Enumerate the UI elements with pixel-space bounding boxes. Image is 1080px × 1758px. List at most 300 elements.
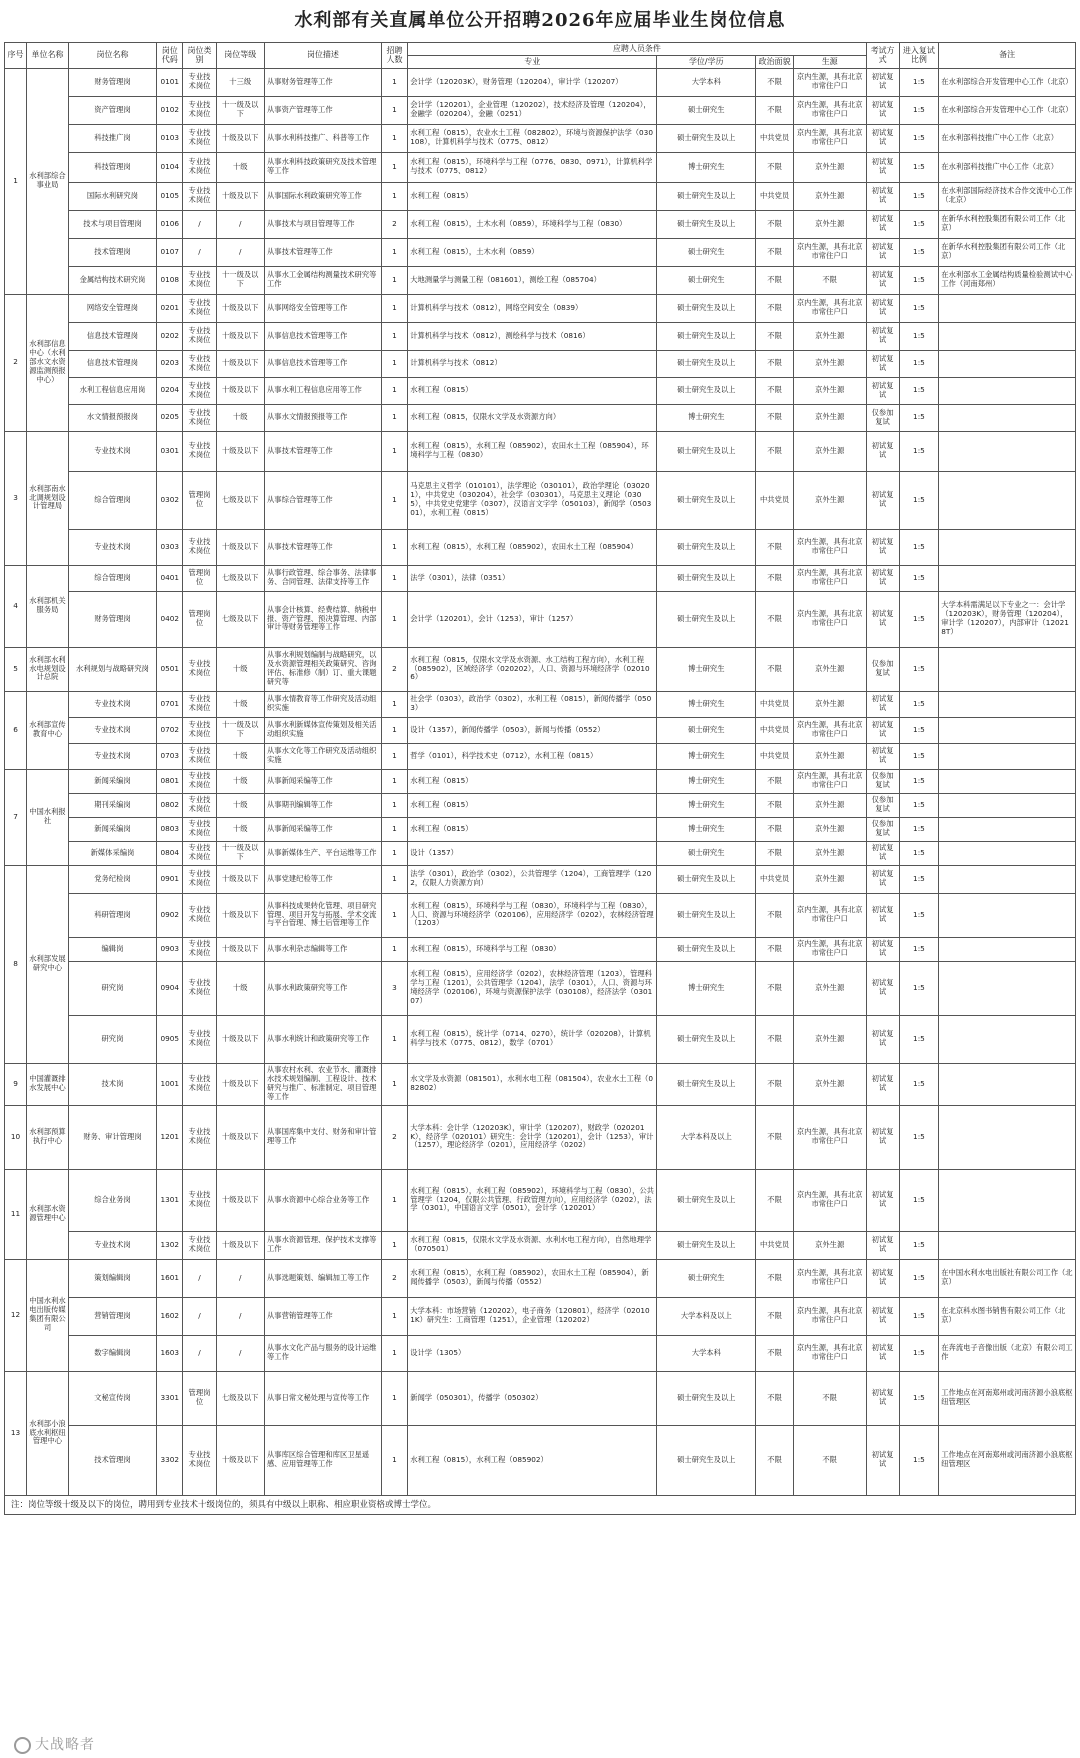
cell-num: 1 <box>381 431 407 471</box>
note-row <box>5 1495 1076 1514</box>
cell-edu: 博士研究生 <box>657 647 756 691</box>
cell-post: 财务、审计管理岗 <box>68 1105 156 1169</box>
table-row <box>5 1015 1076 1063</box>
cell-pol: 不限 <box>756 1169 793 1231</box>
cell-pol: 不限 <box>756 1335 793 1371</box>
cell-exam: 初试复试 <box>866 1259 899 1297</box>
cell-exam: 初试复试 <box>866 529 899 565</box>
cell-ratio: 1:5 <box>899 1015 939 1063</box>
cell-post: 专业技术岗 <box>68 431 156 471</box>
cell-edu: 硕士研究生及以上 <box>657 294 756 322</box>
cell-src: 京内生源，具有北京市常住户口 <box>793 1297 866 1335</box>
cell-edu: 硕士研究生及以上 <box>657 565 756 591</box>
cell-src: 京外生源 <box>793 961 866 1015</box>
cell-grade: 十一级及以下 <box>216 841 264 865</box>
cell-post: 专业技术岗 <box>68 529 156 565</box>
cell-remark <box>939 817 1076 841</box>
cell-post: 技术管理岗 <box>68 238 156 266</box>
table-row <box>5 377 1076 404</box>
cell-remark <box>939 647 1076 691</box>
cell-num: 1 <box>381 1297 407 1335</box>
header-edu: 学位/学历 <box>657 55 756 68</box>
cell-exam: 仅参加复试 <box>866 769 899 793</box>
cell-edu: 博士研究生 <box>657 793 756 817</box>
cell-pol: 不限 <box>756 377 793 404</box>
cell-num: 1 <box>381 1425 407 1495</box>
cell-type: 专业技术岗位 <box>183 322 216 350</box>
cell-ratio: 1:5 <box>899 565 939 591</box>
cell-post: 技术管理岗 <box>68 1425 156 1495</box>
table-row <box>5 68 1076 96</box>
cell-code: 0108 <box>157 266 183 294</box>
cell-src: 不限 <box>793 1425 866 1495</box>
table-row <box>5 1335 1076 1371</box>
cell-type: 专业技术岗位 <box>183 1015 216 1063</box>
cell-ratio: 1:5 <box>899 937 939 961</box>
cell-exam: 初试复试 <box>866 937 899 961</box>
table-row <box>5 350 1076 377</box>
cell-num: 1 <box>381 377 407 404</box>
cell-edu: 大学本科及以上 <box>657 1297 756 1335</box>
cell-major: 法学（0301），政治学（0302），公共管理学（1204），工商管理学（1202，仅限人力资源方向） <box>408 865 657 893</box>
cell-src: 京内生源，具有北京市常住户口 <box>793 68 866 96</box>
cell-src: 京外生源 <box>793 691 866 717</box>
cell-pol: 不限 <box>756 769 793 793</box>
cell-type: 专业技术岗位 <box>183 350 216 377</box>
cell-edu: 硕士研究生及以上 <box>657 893 756 937</box>
cell-edu: 硕士研究生及以上 <box>657 591 756 647</box>
cell-desc: 从事技术管理等工作 <box>264 529 381 565</box>
cell-remark: 在水利部综合开发管理中心工作（北京） <box>939 68 1076 96</box>
cell-src: 京外生源 <box>793 1015 866 1063</box>
unit-seq: 5 <box>5 647 27 691</box>
cell-ratio: 1:5 <box>899 1063 939 1105</box>
cell-exam: 初试复试 <box>866 691 899 717</box>
cell-post: 新闻采编岗 <box>68 817 156 841</box>
cell-pol: 不限 <box>756 529 793 565</box>
header-exam: 考试方式 <box>866 43 899 69</box>
cell-remark <box>939 471 1076 529</box>
cell-grade: 十级 <box>216 961 264 1015</box>
table-row <box>5 647 1076 691</box>
cell-edu: 硕士研究生及以上 <box>657 377 756 404</box>
cell-remark <box>939 529 1076 565</box>
cell-exam: 初试复试 <box>866 1105 899 1169</box>
cell-ratio: 1:5 <box>899 182 939 210</box>
unit-name: 中国水利水电出版传媒集团有限公司 <box>27 1259 69 1371</box>
unit-name: 水利部信息中心（水利部水文水资源监测预报中心） <box>27 294 69 431</box>
cell-ratio: 1:5 <box>899 769 939 793</box>
cell-major: 水利工程（0815），环境科学与工程（0830），环境科学与工程（0830），人口、资源与环境经济学（020106），应用经济学（0202），农林经济管理（1203） <box>408 893 657 937</box>
cell-code: 0802 <box>157 793 183 817</box>
cell-remark <box>939 322 1076 350</box>
cell-src: 京外生源 <box>793 841 866 865</box>
cell-code: 0903 <box>157 937 183 961</box>
cell-desc: 从事资产管理等工作 <box>264 96 381 124</box>
cell-ratio: 1:5 <box>899 124 939 152</box>
header-seq: 序号 <box>5 43 27 69</box>
cell-exam: 仅参加复试 <box>866 404 899 431</box>
cell-desc: 从事选题策划、编辑加工等工作 <box>264 1259 381 1297</box>
cell-major: 水利工程（0815），水利工程（085902），环境科学与工程（0830），公共管理学（1204，仅限公共管理、行政管理方向），应用经济学（0202），法学（0301），中国语言文学（0501），会计学（120201） <box>408 1169 657 1231</box>
cell-major: 水利工程（0815），水利工程（085902） <box>408 1425 657 1495</box>
cell-type: 专业技术岗位 <box>183 124 216 152</box>
unit-seq: 6 <box>5 691 27 769</box>
cell-remark <box>939 1105 1076 1169</box>
table-row <box>5 591 1076 647</box>
table-row <box>5 793 1076 817</box>
cell-src: 京内生源，具有北京市常住户口 <box>793 717 866 743</box>
cell-grade: 十一级及以下 <box>216 266 264 294</box>
cell-num: 2 <box>381 1259 407 1297</box>
cell-pol: 不限 <box>756 210 793 238</box>
cell-ratio: 1:5 <box>899 841 939 865</box>
table-row <box>5 865 1076 893</box>
unit-name: 水利部宣传教育中心 <box>27 691 69 769</box>
cell-type: 专业技术岗位 <box>183 152 216 182</box>
cell-desc: 从事水利统计和政策研究等工作 <box>264 1015 381 1063</box>
cell-major: 水利工程（0815，仅限水文学及水资源、水工结构工程方向），水利工程（085902），区域经济学（020202），人口、资源与环境经济学（020106） <box>408 647 657 691</box>
cell-post: 国际水利研究岗 <box>68 182 156 210</box>
cell-num: 1 <box>381 471 407 529</box>
cell-major: 马克思主义哲学（010101），法学理论（030101），政治学理论（030201），中共党史（030204），社会学（030301），马克思主义理论（0305），中共党史党建学（0307），汉语言文字学（050103），新闻学（050301），水利工程（0815） <box>408 471 657 529</box>
cell-src: 京内生源，具有北京市常住户口 <box>793 294 866 322</box>
cell-type: 专业技术岗位 <box>183 1105 216 1169</box>
cell-exam: 初试复试 <box>866 591 899 647</box>
cell-grade: 十级 <box>216 793 264 817</box>
cell-major: 计算机科学与技术（0812） <box>408 350 657 377</box>
cell-exam: 初试复试 <box>866 350 899 377</box>
cell-pol: 中共党员 <box>756 691 793 717</box>
cell-exam: 初试复试 <box>866 238 899 266</box>
cell-exam: 初试复试 <box>866 1063 899 1105</box>
header-grade: 岗位等级 <box>216 43 264 69</box>
cell-desc: 从事技术管理等工作 <box>264 238 381 266</box>
cell-src: 京外生源 <box>793 152 866 182</box>
table-row <box>5 817 1076 841</box>
cell-num: 1 <box>381 294 407 322</box>
cell-remark: 在水利部科技推广中心工作（北京） <box>939 152 1076 182</box>
cell-major: 哲学（0101），科学技术史（0712），水利工程（0815） <box>408 743 657 769</box>
cell-src: 京外生源 <box>793 1063 866 1105</box>
cell-exam: 初试复试 <box>866 471 899 529</box>
cell-exam: 初试复试 <box>866 893 899 937</box>
cell-code: 3302 <box>157 1425 183 1495</box>
cell-ratio: 1:5 <box>899 377 939 404</box>
cell-post: 水利规划与战略研究岗 <box>68 647 156 691</box>
unit-seq: 3 <box>5 431 27 565</box>
cell-num: 1 <box>381 717 407 743</box>
unit-name: 水利部小浪底水利枢纽管理中心 <box>27 1371 69 1495</box>
cell-desc: 从事会计核算、经费结算、纳税申报、资产管理、预决算管理、内部审计等财务管理等工作 <box>264 591 381 647</box>
cell-num: 1 <box>381 1169 407 1231</box>
cell-pol: 不限 <box>756 1425 793 1495</box>
cell-type: 专业技术岗位 <box>183 1063 216 1105</box>
cell-edu: 硕士研究生 <box>657 266 756 294</box>
cell-post: 水利工程信息应用岗 <box>68 377 156 404</box>
unit-seq: 4 <box>5 565 27 647</box>
header-type: 岗位类别 <box>183 43 216 69</box>
cell-remark <box>939 717 1076 743</box>
cell-edu: 硕士研究生 <box>657 238 756 266</box>
cell-major: 水利工程（0815），环境科学与工程（0776、0830、0971），计算机科学与技术（0775、0812） <box>408 152 657 182</box>
table-row <box>5 1169 1076 1231</box>
cell-remark <box>939 431 1076 471</box>
cell-num: 1 <box>381 266 407 294</box>
cell-ratio: 1:5 <box>899 68 939 96</box>
cell-post: 文秘宣传岗 <box>68 1371 156 1425</box>
cell-major: 会计学（120201），会计（1253），审计（1257） <box>408 591 657 647</box>
cell-desc: 从事信息技术管理等工作 <box>264 322 381 350</box>
cell-remark <box>939 865 1076 893</box>
cell-grade: 十级及以下 <box>216 1063 264 1105</box>
cell-pol: 不限 <box>756 404 793 431</box>
cell-type: 专业技术岗位 <box>183 717 216 743</box>
unit-seq: 7 <box>5 769 27 865</box>
cell-major: 会计学（120203K），财务管理（120204），审计学（120207） <box>408 68 657 96</box>
cell-pol: 不限 <box>756 793 793 817</box>
cell-code: 0205 <box>157 404 183 431</box>
cell-desc: 从事水工金属结构测量技术研究等工作 <box>264 266 381 294</box>
table-row <box>5 743 1076 769</box>
cell-code: 0904 <box>157 961 183 1015</box>
cell-num: 1 <box>381 743 407 769</box>
cell-type: 专业技术岗位 <box>183 893 216 937</box>
cell-type: 专业技术岗位 <box>183 769 216 793</box>
cell-desc: 从事水文化等工作研究及活动组织实施 <box>264 743 381 769</box>
cell-num: 1 <box>381 769 407 793</box>
cell-type: 专业技术岗位 <box>183 377 216 404</box>
table-row <box>5 691 1076 717</box>
cell-type: / <box>183 1297 216 1335</box>
cell-post: 研究岗 <box>68 961 156 1015</box>
cell-type: 专业技术岗位 <box>183 182 216 210</box>
cell-num: 1 <box>381 691 407 717</box>
cell-remark <box>939 743 1076 769</box>
cell-major: 水利工程（0815），水利工程（085902），农田水土工程（085904），新闻传播学（0503），新闻与传播（0552） <box>408 1259 657 1297</box>
cell-src: 京外生源 <box>793 647 866 691</box>
unit-name: 水利部水资源管理中心 <box>27 1169 69 1259</box>
cell-code: 0702 <box>157 717 183 743</box>
cell-code: 0402 <box>157 591 183 647</box>
cell-type: 专业技术岗位 <box>183 937 216 961</box>
cell-grade: 十级及以下 <box>216 1105 264 1169</box>
cell-src: 京内生源，具有北京市常住户口 <box>793 124 866 152</box>
cell-src: 京内生源，具有北京市常住户口 <box>793 1169 866 1231</box>
unit-name: 水利部预算执行中心 <box>27 1105 69 1169</box>
cell-post: 专业技术岗 <box>68 743 156 769</box>
cell-src: 京内生源，具有北京市常住户口 <box>793 1335 866 1371</box>
cell-desc: 从事水利科技政策研究及技术管理等工作 <box>264 152 381 182</box>
cell-pol: 不限 <box>756 961 793 1015</box>
table-row <box>5 1231 1076 1259</box>
unit-seq: 2 <box>5 294 27 431</box>
cell-post: 科研管理岗 <box>68 893 156 937</box>
cell-exam: 初试复试 <box>866 152 899 182</box>
cell-grade: 十级 <box>216 743 264 769</box>
cell-edu: 硕士研究生及以上 <box>657 182 756 210</box>
cell-major: 设计学（1305） <box>408 1335 657 1371</box>
cell-major: 水利工程（0815），环境科学与工程（0830） <box>408 937 657 961</box>
cell-grade: / <box>216 210 264 238</box>
cell-ratio: 1:5 <box>899 1231 939 1259</box>
cell-pol: 中共党员 <box>756 182 793 210</box>
cell-ratio: 1:5 <box>899 238 939 266</box>
cell-edu: 博士研究生 <box>657 691 756 717</box>
cell-major: 大学本科：会计学（120203K），审计学（120207），财政学（020201K），经济学（020101）研究生：会计学（120201），会计（1253），审计（1257），理论经济学（0201），应用经济学（0202） <box>408 1105 657 1169</box>
cell-exam: 初试复试 <box>866 961 899 1015</box>
cell-num: 1 <box>381 1063 407 1105</box>
cell-ratio: 1:5 <box>899 793 939 817</box>
cell-code: 0302 <box>157 471 183 529</box>
header-pol: 政治面貌 <box>756 55 793 68</box>
cell-pol: 中共党员 <box>756 743 793 769</box>
cell-major: 水利工程（0815），土木水利（0859），环境科学与工程（0830） <box>408 210 657 238</box>
cell-edu: 硕士研究生 <box>657 841 756 865</box>
cell-edu: 博士研究生 <box>657 404 756 431</box>
cell-num: 1 <box>381 591 407 647</box>
unit-seq: 13 <box>5 1371 27 1495</box>
cell-remark <box>939 1231 1076 1259</box>
cell-pol: 不限 <box>756 1063 793 1105</box>
cell-ratio: 1:5 <box>899 817 939 841</box>
cell-pol: 不限 <box>756 266 793 294</box>
cell-src: 京外生源 <box>793 404 866 431</box>
cell-exam: 初试复试 <box>866 1297 899 1335</box>
cell-code: 1601 <box>157 1259 183 1297</box>
cell-grade: 十级 <box>216 691 264 717</box>
cell-code: 0102 <box>157 96 183 124</box>
cell-pol: 不限 <box>756 1259 793 1297</box>
cell-post: 信息技术管理岗 <box>68 350 156 377</box>
cell-pol: 中共党员 <box>756 471 793 529</box>
unit-seq: 1 <box>5 68 27 294</box>
cell-post: 党务纪检岗 <box>68 865 156 893</box>
cell-code: 0701 <box>157 691 183 717</box>
cell-num: 1 <box>381 1371 407 1425</box>
cell-num: 1 <box>381 937 407 961</box>
cell-num: 1 <box>381 322 407 350</box>
cell-ratio: 1:5 <box>899 865 939 893</box>
cell-src: 京内生源，具有北京市常住户口 <box>793 591 866 647</box>
table-row <box>5 565 1076 591</box>
cell-num: 1 <box>381 893 407 937</box>
cell-src: 京外生源 <box>793 322 866 350</box>
table-row <box>5 841 1076 865</box>
cell-pol: 不限 <box>756 238 793 266</box>
cell-remark <box>939 294 1076 322</box>
cell-exam: 初试复试 <box>866 1169 899 1231</box>
cell-remark: 在水利部水工金属结构质量检验测试中心工作（河南郑州） <box>939 266 1076 294</box>
unit-seq: 10 <box>5 1105 27 1169</box>
watermark-logo-icon <box>14 1737 31 1754</box>
cell-src: 京内生源，具有北京市常住户口 <box>793 769 866 793</box>
cell-major: 计算机科学与技术（0812），测绘科学与技术（0816） <box>408 322 657 350</box>
cell-desc: 从事水利新媒体宣传策划及相关活动组织实施 <box>264 717 381 743</box>
cell-major: 社会学（0303），政治学（0302），水利工程（0815），新闻传播学（0503） <box>408 691 657 717</box>
cell-major: 设计（1357），新闻传播学（0503），新闻与传播（0552） <box>408 717 657 743</box>
table-row <box>5 431 1076 471</box>
cell-edu: 硕士研究生及以上 <box>657 1015 756 1063</box>
cell-src: 京内生源，具有北京市常住户口 <box>793 565 866 591</box>
cell-num: 1 <box>381 96 407 124</box>
cell-type: / <box>183 210 216 238</box>
cell-exam: 初试复试 <box>866 1015 899 1063</box>
cell-num: 1 <box>381 817 407 841</box>
cell-ratio: 1:5 <box>899 1371 939 1425</box>
cell-desc: 从事新闻采编等工作 <box>264 817 381 841</box>
cell-exam: 初试复试 <box>866 266 899 294</box>
cell-num: 1 <box>381 865 407 893</box>
cell-ratio: 1:5 <box>899 1335 939 1371</box>
cell-desc: 从事水利政策研究等工作 <box>264 961 381 1015</box>
cell-grade: 十级 <box>216 404 264 431</box>
cell-major: 水利工程（0815） <box>408 769 657 793</box>
cell-desc: 从事水利杂志编辑等工作 <box>264 937 381 961</box>
cell-code: 1602 <box>157 1297 183 1335</box>
cell-post: 资产管理岗 <box>68 96 156 124</box>
cell-post: 新媒体采编岗 <box>68 841 156 865</box>
cell-post: 新闻采编岗 <box>68 769 156 793</box>
cell-grade: 十级及以下 <box>216 182 264 210</box>
cell-ratio: 1:5 <box>899 96 939 124</box>
cell-ratio: 1:5 <box>899 471 939 529</box>
cell-desc: 从事技术与项目管理等工作 <box>264 210 381 238</box>
header-num: 招聘人数 <box>381 43 407 69</box>
cell-edu: 硕士研究生及以上 <box>657 529 756 565</box>
cell-type: 专业技术岗位 <box>183 647 216 691</box>
cell-exam: 初试复试 <box>866 96 899 124</box>
header-remark: 备注 <box>939 43 1076 69</box>
cell-num: 1 <box>381 124 407 152</box>
cell-remark <box>939 691 1076 717</box>
table-row <box>5 471 1076 529</box>
cell-remark: 在新华水利控股集团有限公司工作（北京） <box>939 238 1076 266</box>
watermark-text: 大战略者 <box>35 1737 95 1753</box>
cell-edu: 博士研究生 <box>657 769 756 793</box>
cell-desc: 从事水利工程信息应用等工作 <box>264 377 381 404</box>
cell-pol: 不限 <box>756 1297 793 1335</box>
cell-ratio: 1:5 <box>899 1105 939 1169</box>
cell-major: 水利工程（0815） <box>408 377 657 404</box>
cell-desc: 从事水文化产品与服务的设计运维等工作 <box>264 1335 381 1371</box>
cell-remark <box>939 793 1076 817</box>
cell-src: 京外生源 <box>793 471 866 529</box>
table-row <box>5 124 1076 152</box>
cell-edu: 硕士研究生及以上 <box>657 1425 756 1495</box>
table-row <box>5 529 1076 565</box>
cell-grade: 十级及以下 <box>216 294 264 322</box>
cell-code: 0905 <box>157 1015 183 1063</box>
table-row <box>5 238 1076 266</box>
cell-post: 财务管理岗 <box>68 591 156 647</box>
cell-num: 2 <box>381 647 407 691</box>
cell-grade: 十级 <box>216 152 264 182</box>
cell-remark <box>939 841 1076 865</box>
cell-post: 财务管理岗 <box>68 68 156 96</box>
cell-exam: 初试复试 <box>866 431 899 471</box>
cell-remark: 大学本科需满足以下专业之一：会计学（120203K），财务管理（120204），审计学（120207），内部审计（120218T） <box>939 591 1076 647</box>
cell-code: 0401 <box>157 565 183 591</box>
header-code: 岗位代码 <box>157 43 183 69</box>
cell-code: 0303 <box>157 529 183 565</box>
cell-grade: 七级及以下 <box>216 471 264 529</box>
cell-exam: 初试复试 <box>866 322 899 350</box>
cell-major: 水利工程（0815），水利工程（085902），农田水土工程（085904） <box>408 529 657 565</box>
cell-num: 1 <box>381 529 407 565</box>
cell-post: 水文情报预报岗 <box>68 404 156 431</box>
cell-major: 大学本科：市场营销（120202），电子商务（120801），经济学（020101K）研究生：工商管理（1251），企业管理（120202） <box>408 1297 657 1335</box>
